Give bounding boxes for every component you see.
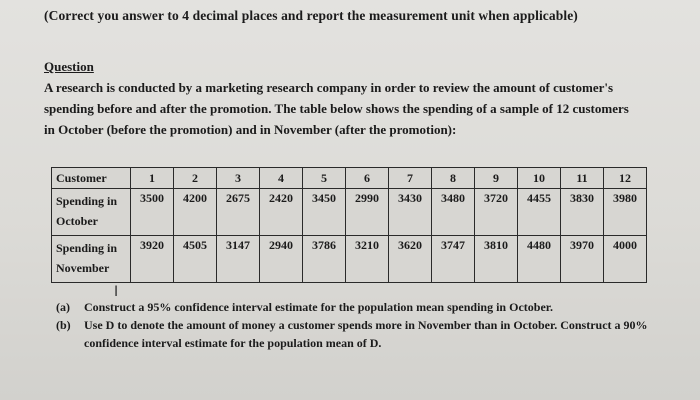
- customer-number-cell: 3: [217, 168, 260, 189]
- part-label: (a): [56, 300, 70, 314]
- spending-value-cell: 3430: [389, 189, 432, 236]
- spending-value-cell: 4000: [604, 236, 647, 283]
- table-row-october: [52, 189, 647, 236]
- customer-number-cell: 1: [131, 168, 174, 189]
- question-line: spending before and after the promotion. The table below shows the spending of a sample of 12 customers: [44, 101, 629, 116]
- spending-value-cell: 3500: [131, 189, 174, 236]
- question-part-a: [56, 298, 676, 316]
- text-cursor-icon: I: [114, 284, 119, 300]
- customer-number-cell: 10: [518, 168, 561, 189]
- question-parts: [56, 298, 676, 352]
- spending-value-cell: 3620: [389, 236, 432, 283]
- spending-value-cell: 3980: [604, 189, 647, 236]
- spending-table: [51, 167, 647, 283]
- customer-number-cell: 5: [303, 168, 346, 189]
- spending-value-cell: 4455: [518, 189, 561, 236]
- spending-value-cell: 4505: [174, 236, 217, 283]
- part-text: Use D to denote the amount of money a customer spends more in November than in October. Construct a 90% confidence interval estimate for the population mean of D.: [84, 318, 648, 350]
- spending-value-cell: 3810: [475, 236, 518, 283]
- customer-number-cell: 4: [260, 168, 303, 189]
- question-body: [44, 77, 664, 140]
- spending-value-cell: 3830: [561, 189, 604, 236]
- spending-value-cell: 3480: [432, 189, 475, 236]
- customer-number-cell: 9: [475, 168, 518, 189]
- spending-value-cell: 4200: [174, 189, 217, 236]
- spending-value-cell: 3747: [432, 236, 475, 283]
- instructions-note: (Correct you answer to 4 decimal places and report the measurement unit when applicable): [44, 8, 578, 23]
- spending-value-cell: 3720: [475, 189, 518, 236]
- question-line: A research is conducted by a marketing research company in order to review the amount of customer's: [44, 80, 614, 95]
- question-line: in October (before the promotion) and in November (after the promotion):: [44, 122, 457, 137]
- spending-value-cell: 3450: [303, 189, 346, 236]
- spending-value-cell: 3920: [131, 236, 174, 283]
- customer-number-cell: 12: [604, 168, 647, 189]
- spending-value-cell: 3970: [561, 236, 604, 283]
- row-label-cell: Spending in November: [52, 236, 131, 283]
- part-text: Construct a 95% confidence interval estimate for the population mean spending in October.: [84, 300, 553, 314]
- spending-value-cell: 3147: [217, 236, 260, 283]
- header-label-cell: Customer: [52, 168, 131, 189]
- customer-number-cell: 7: [389, 168, 432, 189]
- question-heading: Question: [44, 59, 94, 74]
- spending-value-cell: 2675: [217, 189, 260, 236]
- spending-value-cell: 3210: [346, 236, 389, 283]
- customer-number-cell: 2: [174, 168, 217, 189]
- customer-number-cell: 11: [561, 168, 604, 189]
- spending-value-cell: 2940: [260, 236, 303, 283]
- row-label-cell: Spending in October: [52, 189, 131, 236]
- question-part-b: [56, 316, 676, 352]
- customer-number-cell: 6: [346, 168, 389, 189]
- table-header-row: [52, 168, 647, 189]
- table-row-november: [52, 236, 647, 283]
- spending-value-cell: 3786: [303, 236, 346, 283]
- spending-value-cell: 4480: [518, 236, 561, 283]
- customer-number-cell: 8: [432, 168, 475, 189]
- part-label: (b): [56, 318, 71, 332]
- spending-value-cell: 2420: [260, 189, 303, 236]
- spending-value-cell: 2990: [346, 189, 389, 236]
